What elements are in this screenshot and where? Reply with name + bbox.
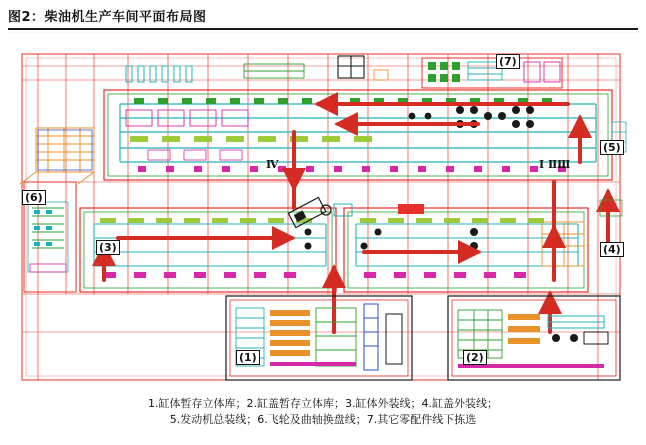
factory-layout-diagram [8, 32, 638, 394]
callout-7: (7) [496, 54, 520, 69]
callout-5: (5) [600, 140, 624, 155]
layout-vector [8, 32, 638, 394]
caption-line-1: 1.缸体暂存立体库；2.缸盖暂存立体库；3.缸体外装线；4.缸盖外装线； [148, 397, 498, 410]
roman-label-II: Ⅱ [548, 158, 558, 171]
callout-6: (6) [22, 190, 46, 205]
central-machine-cluster [288, 197, 424, 227]
top-tool-racks [126, 56, 388, 82]
figure-title-bar [8, 6, 638, 30]
roman-label-IV: Ⅳ [266, 158, 279, 171]
page-title: 图2：柴油机生产车间平面布局图 [8, 9, 207, 25]
platform-stairs [20, 128, 94, 184]
roman-label-I: Ⅰ [539, 158, 545, 171]
area-1-block-warehouse [226, 296, 412, 380]
callout-2: (2) [463, 350, 487, 365]
area-2-head-warehouse [448, 296, 620, 380]
figure-caption [8, 396, 638, 428]
area-7-parts-picking [422, 58, 562, 88]
callout-4: (4) [600, 242, 624, 257]
callout-1: (1) [236, 350, 260, 365]
caption-line-2: 5.发动机总装线；6.飞轮及曲轴换盘线；7.其它零配件线下拣选 [169, 412, 477, 426]
roman-label-III: Ⅲ [557, 158, 571, 171]
callout-3: (3) [96, 240, 120, 255]
